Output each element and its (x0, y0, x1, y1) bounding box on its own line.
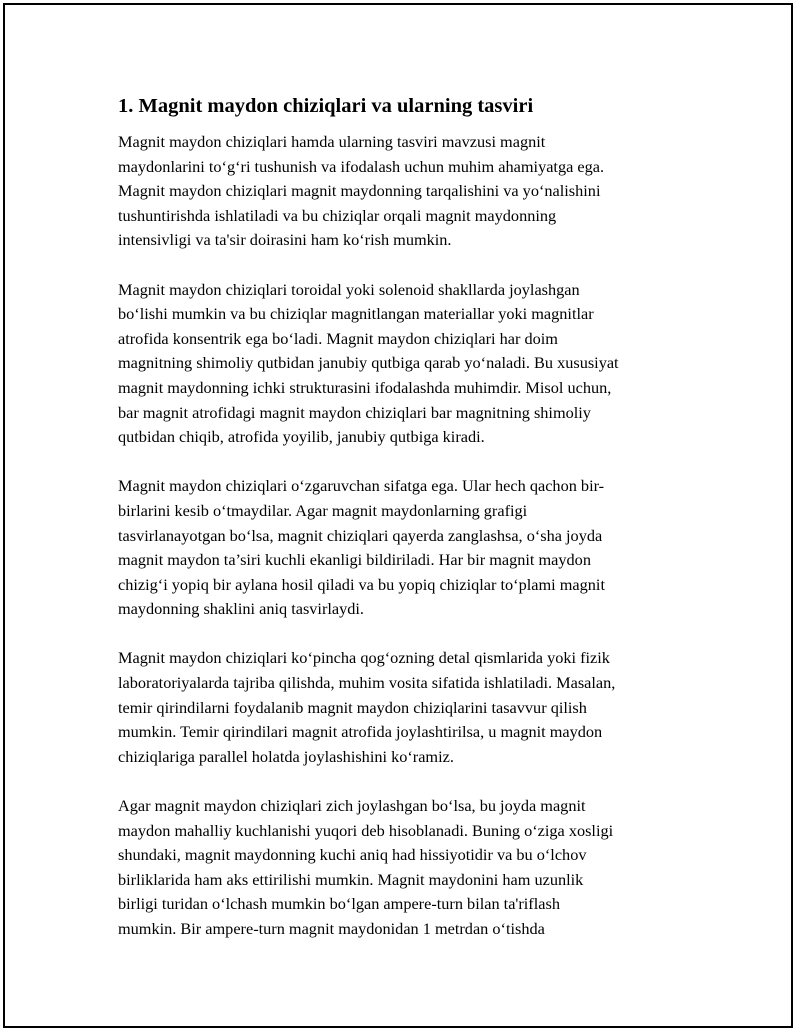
paragraph-line: laboratoriyalarda tajriba qilishda, muhim vosita sifatida ishlatiladi. Masalan, (118, 673, 616, 693)
paragraph-line: birliklarida ham aks ettirilishi mumkin. Magnit maydonini ham uzunlik (118, 869, 584, 889)
paragraph-line: birligi turidan o‘lchash mumkin bo‘lgan ampere-turn bilan ta'riflash (118, 894, 560, 914)
paragraph-line: Agar magnit maydon chiziqlari zich joylashgan bo‘lsa, bu joyda magnit (118, 796, 586, 816)
paragraph-line: mumkin. Temir qirindilari magnit atrofida joylashtirilsa, u magnit maydon (118, 722, 603, 742)
paragraph-line: bar magnit atrofidagi magnit maydon chiziqlari bar magnitning shimoliy (118, 402, 591, 422)
paragraph-line: maydonning shaklini aniq tasvirlaydi. (118, 599, 364, 619)
paragraph-line: magnitning shimoliy qutbidan janubiy qutbiga qarab yo‘naladi. Bu xususiyat (118, 353, 619, 373)
paragraph-line: mumkin. Bir ampere-turn magnit maydonidan 1 metrdan o‘tishda (118, 919, 545, 938)
paragraph-line: intensivligi va ta'sir doirasini ham ko‘rish mumkin. (118, 230, 452, 250)
paragraph-line: atrofida konsentrik ega bo‘ladi. Magnit maydon chiziqlari har doim (118, 328, 558, 348)
paragraph-3 (118, 474, 693, 622)
paragraph-line: tasvirlanayotgan bo‘lsa, magnit chiziqlari qayerda zanglashsa, o‘sha joyda (118, 525, 603, 545)
paragraph-line: Magnit maydon chiziqlari ko‘pincha qog‘ozning detal qismlarida yoki fizik (118, 648, 610, 668)
paragraph-1 (118, 130, 693, 253)
paragraph-line: maydonlarini to‘g‘ri tushunish va ifodalash uchun muhim ahamiyatga ega. (118, 156, 605, 176)
paragraph-2 (118, 278, 693, 450)
paragraph-line: magnit maydonning ichki strukturasini ifodalashda muhimdir. Misol uchun, (118, 377, 612, 397)
paragraph-line: birlarini kesib o‘tmaydilar. Agar magnit maydonlarning grafigi (118, 500, 528, 520)
paragraph-line: chiziqlariga parallel holatda joylashishini ko‘ramiz. (118, 746, 454, 766)
paragraph-line: Magnit maydon chiziqlari toroidal yoki solenoid shakllarda joylashgan (118, 279, 580, 299)
paragraph-5 (118, 794, 693, 942)
paragraph-line: temir qirindilarni foydalanib magnit maydon chiziqlarini tasavvur qilish (118, 697, 587, 717)
paragraph-line: bo‘lishi mumkin va bu chiziqlar magnitlangan materiallar yoki magnitlar (118, 304, 594, 324)
paragraph-line: tushuntirishda ishlatiladi va bu chiziqlar orqali magnit maydonning (118, 205, 557, 225)
paragraph-line: shundaki, magnit maydonning kuchi aniq had hissiyotidir va bu o‘lchov (118, 845, 587, 865)
paragraph-line: Magnit maydon chiziqlari magnit maydonning tarqalishini va yo‘nalishini (118, 181, 601, 201)
document-body (118, 94, 693, 966)
paragraph-line: qutbidan chiqib, atrofida yoyilib, janubiy qutbiga kiradi. (118, 427, 485, 447)
paragraph-line: Magnit maydon chiziqlari hamda ularning tasviri mavzusi magnit (118, 132, 546, 151)
paragraph-4 (118, 646, 693, 769)
paragraph-line: maydon mahalliy kuchlanishi yuqori deb hisoblanadi. Buning o‘ziga xosligi (118, 820, 614, 840)
section-heading: 1. Magnit maydon chiziqlari va ularning tasviri (118, 95, 534, 117)
paragraph-line: magnit maydon ta’siri kuchli ekanligi bildiriladi. Har bir magnit maydon (118, 550, 591, 570)
paragraph-line: Magnit maydon chiziqlari o‘zgaruvchan sifatga ega. Ular hech qachon bir- (118, 476, 605, 496)
paragraph-line: chizig‘i yopiq bir aylana hosil qiladi va bu yopiq chiziqlar to‘plami magnit (118, 574, 605, 594)
